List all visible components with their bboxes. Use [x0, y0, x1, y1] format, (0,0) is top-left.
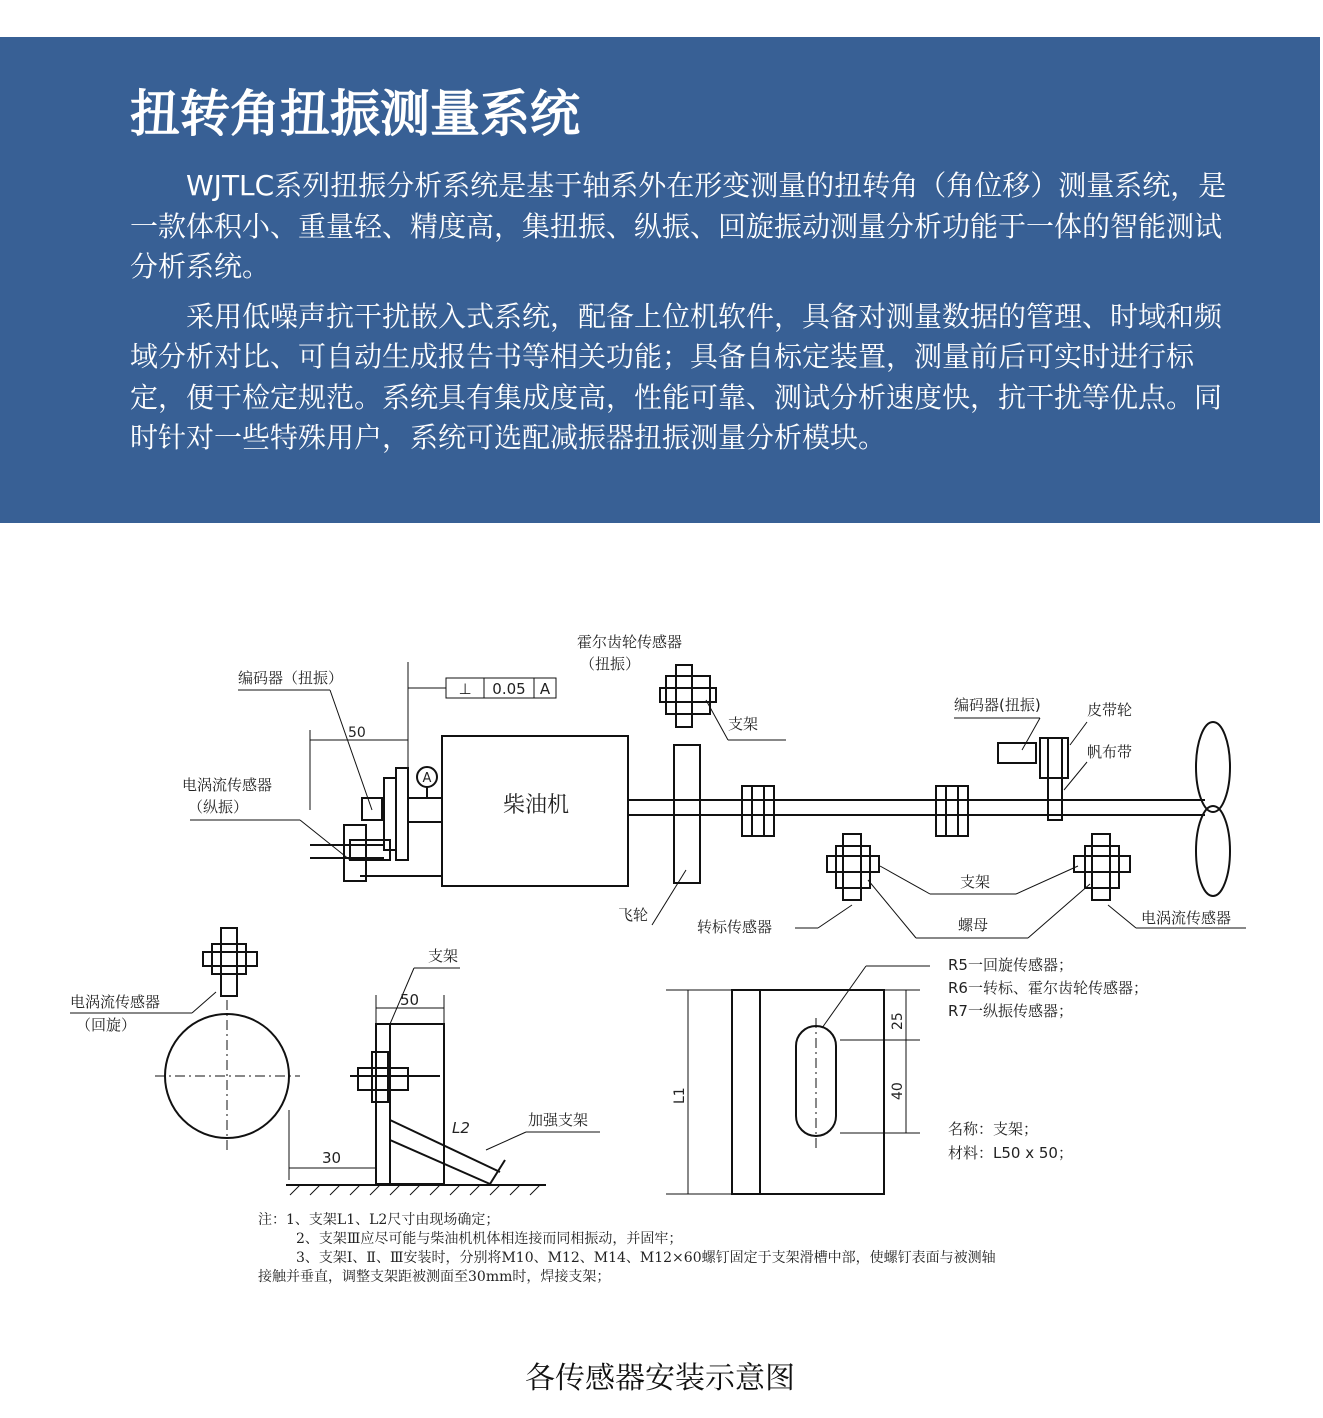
- hall-sensor-label-1: 霍尔齿轮传感器: [577, 633, 683, 651]
- dim-l2: L2: [452, 1119, 470, 1137]
- dim-40: 40: [890, 1082, 906, 1100]
- canvas-belt-label: 帆布带: [1087, 743, 1133, 761]
- bracket-top-label: 支架: [728, 715, 759, 733]
- note-1: 注：1、支架L1、L2尺寸由现场确定；: [258, 1212, 500, 1228]
- engine-label: 柴油机: [502, 793, 570, 818]
- eddy-axial-label-2: （纵振）: [188, 798, 249, 816]
- eddy-whirl-label-1: 电涡流传感器: [70, 993, 161, 1011]
- eddy-whirl-label-2: （回旋）: [76, 1016, 137, 1034]
- legend-r6: R6一转标、霍尔齿轮传感器；: [948, 979, 1148, 997]
- encoder-right: [998, 743, 1036, 763]
- datum-a-label: A: [422, 771, 432, 786]
- bracket-mid-label: 支架: [960, 873, 991, 891]
- encoder-left-label: 编码器（扭振）: [238, 669, 344, 687]
- tolerance-symbol: ⊥: [458, 680, 472, 698]
- note-4: 接触并垂直，调整支架距被测面至30mm时，焊接支架；: [258, 1269, 611, 1285]
- hall-sensor-label-2: （扭振）: [580, 655, 641, 673]
- nut-label: 螺母: [958, 916, 989, 934]
- eddy-axial-label-1: 电涡流传感器: [182, 776, 273, 794]
- figure-caption: 各传感器安装示意图: [525, 1361, 795, 1396]
- page-title: 扭转角扭振测量系统: [130, 85, 580, 143]
- bracket-plate: [732, 990, 884, 1194]
- note-2: 2、支架Ⅲ应尽可能与柴油机机体相连接而同相振动，并固牢；: [296, 1231, 683, 1247]
- dim-25: 25: [890, 1012, 906, 1030]
- intro-paragraph-2: 采用低噪声抗干扰嵌入式系统，配备上位机软件，具备对测量数据的管理、时域和频域分析对比、可自动生成报告书等相关功能；具备自标定装置，测量前后可实时进行标定，便于检定规范。系统具有集成度高，性能可靠、测试分析速度快，抗干扰等优点。同时针对一些特殊用户，系统可选配减振器扭振测量分析模块。: [130, 299, 1223, 454]
- encoder-right-label: 编码器(扭振): [954, 696, 1041, 714]
- dim-50-top: 50: [348, 725, 366, 741]
- tolerance-value: 0.05: [492, 680, 526, 698]
- legend-r7: R7一纵振传感器；: [948, 1002, 1073, 1020]
- installation-diagram: [0, 620, 1323, 1310]
- dim-l1: L1: [672, 1087, 688, 1104]
- propeller: [1196, 722, 1230, 812]
- intro-text: [130, 166, 1240, 468]
- note-3: 3、支架Ⅰ、Ⅱ、Ⅲ安装时，分别将M10、M12、M14、M12×60螺钉固定于支架滑槽中部，使螺钉表面与被测轴: [296, 1250, 996, 1266]
- speed-sensor-label: 转标传感器: [697, 918, 773, 936]
- intro-paragraph-1: WJTLC系列扭振分析系统是基于轴系外在形变测量的扭转角（角位移）测量系统，是一款体积小、重量轻、精度高，集扭振、纵振、回旋振动测量分析功能于一体的智能测试分析系统。: [130, 169, 1227, 283]
- dim-50-lower: 50: [400, 991, 420, 1009]
- flywheel-label: 飞轮: [618, 906, 649, 924]
- reinforce-label: 加强支架: [528, 1111, 589, 1129]
- legend-r5: R5一回旋传感器；: [948, 956, 1073, 974]
- pulley-label: 皮带轮: [1087, 701, 1133, 719]
- part-name: 名称：支架；: [948, 1120, 1039, 1138]
- part-material: 材料：L50 x 50；: [948, 1144, 1073, 1162]
- bracket-lower-label: 支架: [428, 947, 459, 965]
- eddy-right-label: 电涡流传感器: [1141, 909, 1232, 927]
- dim-30: 30: [322, 1149, 342, 1167]
- tolerance-ref: A: [539, 680, 551, 698]
